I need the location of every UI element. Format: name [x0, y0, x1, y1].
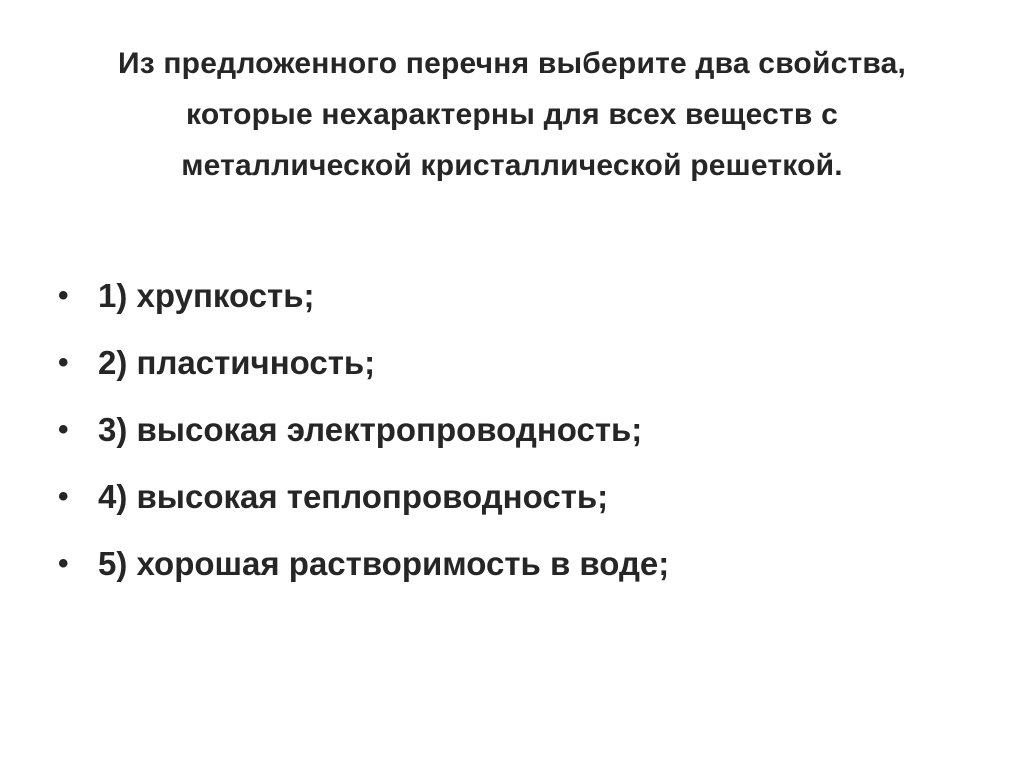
- bullet-icon: •: [58, 546, 69, 580]
- option-text: 4) высокая теплопроводность;: [98, 477, 609, 515]
- bullet-icon: •: [58, 479, 69, 513]
- bullet-icon: •: [58, 278, 69, 312]
- option-text: 1) хрупкость;: [98, 276, 315, 314]
- bullet-icon: •: [58, 412, 69, 446]
- bullet-icon: •: [58, 345, 69, 379]
- option-item-5: [58, 530, 669, 597]
- option-text: 5) хорошая растворимость в воде;: [98, 544, 670, 582]
- slide-title: [40, 38, 984, 191]
- option-text: 3) высокая электропроводность;: [98, 410, 643, 448]
- option-item-2: [58, 329, 669, 396]
- option-item-3: [58, 396, 669, 463]
- title-line: которые нехарактерны для всех веществ с: [186, 98, 838, 131]
- option-item-4: [58, 463, 669, 530]
- title-line: Из предложенного перечня выберите два свойства,: [117, 47, 907, 80]
- option-text: 2) пластичность;: [98, 343, 376, 381]
- title-line: металлической кристаллической решеткой.: [181, 149, 843, 182]
- option-item-1: [58, 262, 669, 329]
- options-list: [58, 262, 669, 597]
